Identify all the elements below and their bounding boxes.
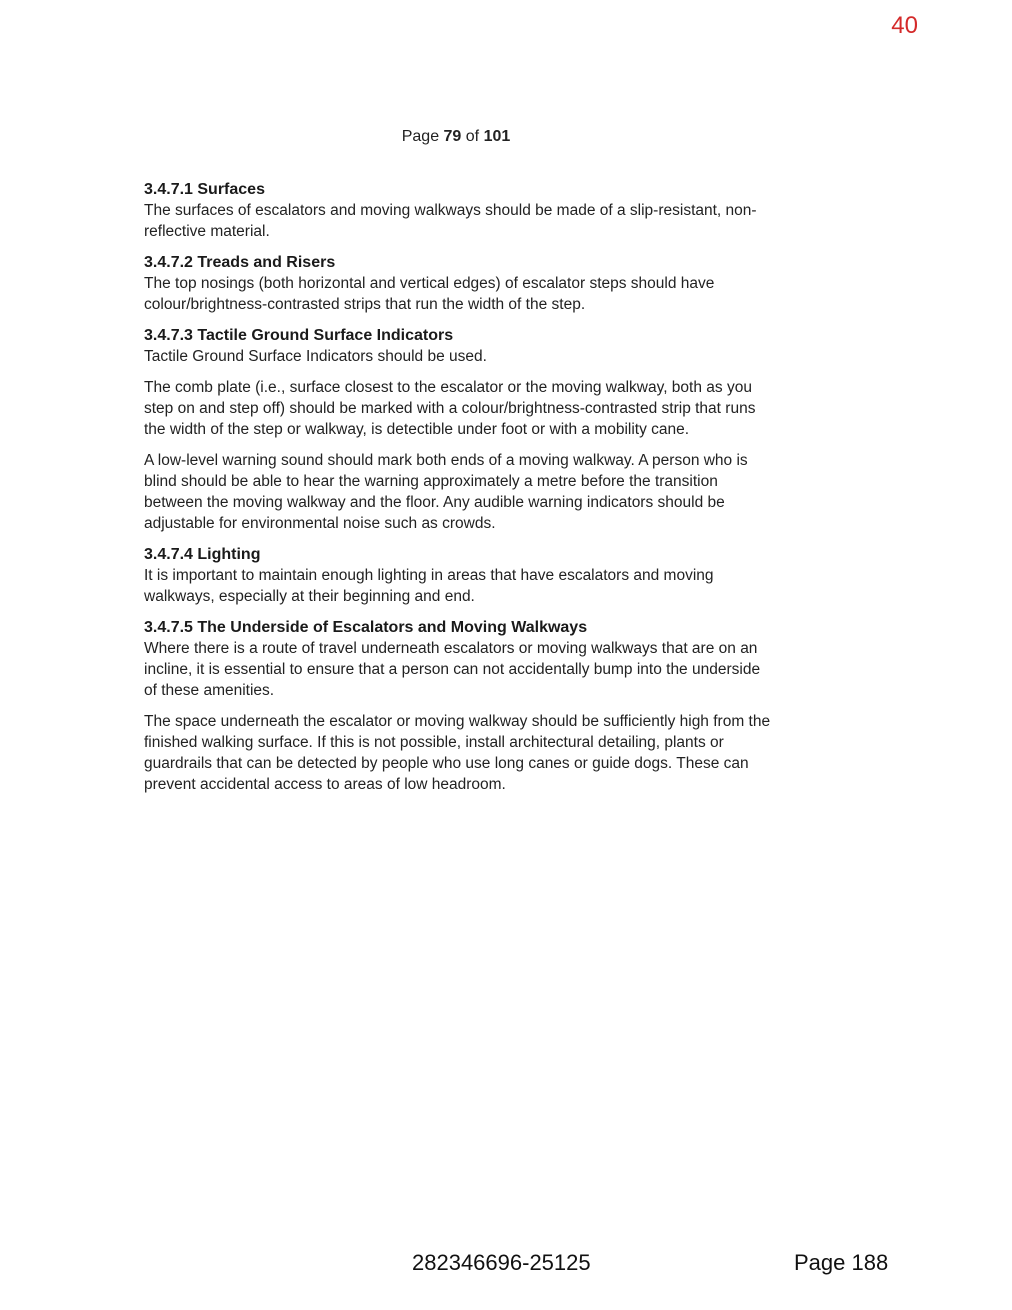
footer-document-id: 282346696-25125 (412, 1250, 591, 1275)
section-paragraph: It is important to maintain enough lighting in areas that have escalators and moving walkways, especially at their beginning and end. (144, 567, 714, 605)
section-surfaces (144, 179, 774, 242)
section-treads-risers (144, 252, 774, 315)
section-paragraph: Where there is a route of travel underneath escalators or moving walkways that are on an incline, it is essential to ensure that a person can not accidentally bump into the underside of these amenities. (144, 640, 761, 699)
section-heading: 3.4.7.5 The Underside of Escalators and Moving Walkways (144, 619, 588, 636)
section-paragraph: The top nosings (both horizontal and vertical edges) of escalator steps should have colour/brightness-contrasted strips that run the width of the step. (144, 275, 715, 313)
page-prefix: Page (401, 128, 444, 145)
section-underside (144, 617, 774, 795)
section-heading: 3.4.7.3 Tactile Ground Surface Indicators (144, 327, 454, 344)
page-middle: of (461, 128, 484, 145)
document-body (144, 179, 774, 805)
section-paragraph: Tactile Ground Surface Indicators should be used. (144, 348, 487, 365)
page-stamp-number: 40 (891, 12, 918, 39)
footer-page-label: Page 188 (794, 1250, 889, 1275)
section-heading: 3.4.7.4 Lighting (144, 546, 261, 563)
section-heading: 3.4.7.2 Treads and Risers (144, 254, 336, 271)
section-paragraph: The space underneath the escalator or moving walkway should be sufficiently high from the finished walking surface. If this is not possible, install architectural detailing, plants or guardrails that can be detected by people who use long canes or guide dogs. These can prevent accidental access to areas of low headroom. (144, 713, 771, 793)
page-header (0, 128, 912, 146)
section-paragraph: The comb plate (i.e., surface closest to the escalator or the moving walkway, both as you step on and step off) should be marked with a colour/brightness-contrasted strip that runs the width of the step or walkway, is detectible under foot or with a mobility cane. (144, 379, 756, 438)
page-total: 101 (483, 128, 511, 145)
section-paragraph: The surfaces of escalators and moving walkways should be made of a slip-resistant, non-reflective material. (144, 202, 757, 240)
section-paragraph: A low-level warning sound should mark both ends of a moving walkway. A person who is blind should be able to hear the warning approximately a metre before the transition between the moving walkway and the floor. Any audible warning indicators should be adjustable for environmental noise such as crowds. (144, 452, 748, 532)
section-heading: 3.4.7.1 Surfaces (144, 181, 265, 198)
section-lighting (144, 544, 774, 607)
section-tactile-indicators (144, 325, 774, 534)
page-current: 79 (443, 128, 462, 145)
